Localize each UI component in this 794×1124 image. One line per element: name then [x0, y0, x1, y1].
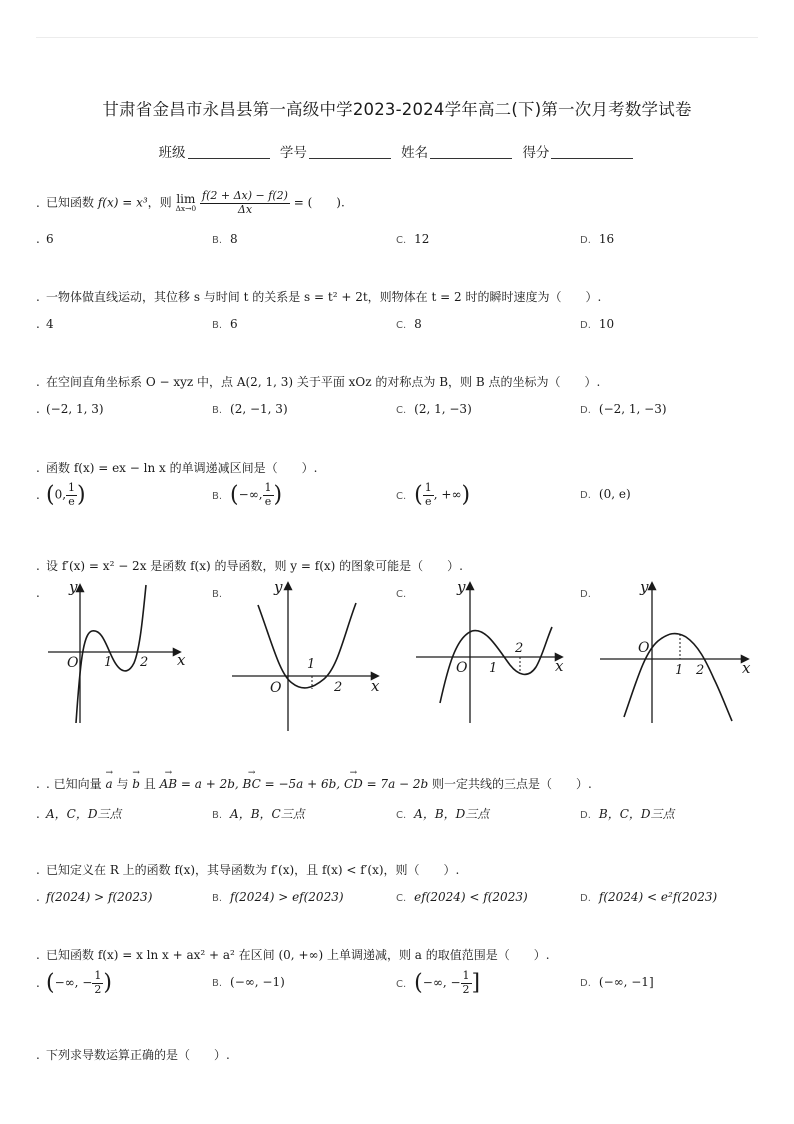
q4-option-d[interactable]: D. (0, e)	[580, 487, 631, 501]
y-label: y	[640, 578, 649, 596]
q5-graph-b[interactable]	[228, 575, 393, 735]
q2-option-b[interactable]: B. 6	[212, 317, 238, 331]
y-label: y	[457, 578, 466, 596]
origin-label: O	[456, 660, 468, 676]
tick-1-label: 1	[307, 657, 316, 672]
q5-graph-c[interactable]	[412, 575, 577, 725]
question-7: . 已知定义在 R 上的函数 f(x)，其导函数为 f′(x)，且 f(x) < f′(x)，则（ ）.	[36, 863, 460, 877]
q6-option-d[interactable]: D. B，C，D三点	[580, 807, 675, 821]
class-label: 班级	[158, 145, 186, 161]
tick-2-label: 2	[515, 641, 524, 656]
origin-label: O	[270, 680, 282, 696]
q6-option-a[interactable]: . A，C，D三点	[36, 807, 122, 821]
q8-option-a[interactable]: . (−∞, − $\frac{1}{2}$ )	[36, 969, 112, 996]
tick-2-label: 2	[334, 680, 343, 695]
y-label: y	[69, 578, 78, 596]
question-5: . 设 f′(x) = x² − 2x 是函数 f(x) 的导函数，则 y = f(x) 的图象可能是（ ）.	[36, 559, 463, 573]
q8-option-d[interactable]: D. (−∞, −1]	[580, 975, 654, 989]
x-label: x	[371, 677, 380, 695]
tick-2-label: 2	[696, 663, 705, 678]
q1-limit: lim Δx→0	[175, 192, 197, 214]
q4-option-b[interactable]: B. (−∞, $\frac{1}{e}$ )	[212, 481, 283, 508]
student-info-line	[0, 141, 794, 161]
q4-option-c[interactable]: C. ( $\frac{1}{e}$ , +∞)	[396, 481, 471, 508]
question-4: . 函数 f(x) = ex − ln x 的单调递减区间是（ ）.	[36, 461, 318, 475]
q1-function: f(x) = x³	[97, 195, 148, 210]
tick-1-label: 1	[489, 661, 498, 676]
q8-option-c[interactable]: C. (−∞, − $\frac{1}{2}$ ]	[396, 969, 481, 996]
page-title: 甘肃省金昌市永昌县第一高级中学2023-2024学年高二(下)第一次月考数学试卷	[102, 100, 692, 119]
curve	[76, 585, 149, 723]
q5-option-d-label[interactable]: D.	[580, 589, 591, 600]
q1-option-c[interactable]: C. 12	[396, 232, 430, 246]
q1-option-b[interactable]: B. 8	[212, 232, 238, 246]
x-label: x	[177, 651, 186, 669]
q8-option-b[interactable]: B. (−∞, −1)	[212, 975, 285, 989]
student-id-blank[interactable]	[309, 158, 391, 159]
tick-2-label: 2	[140, 655, 149, 670]
question-8: . 已知函数 f(x) = x ln x + ax² + a² 在区间 (0, +∞) 上单调递减，则 a 的取值范围是（ ）.	[36, 948, 550, 962]
question-3: . 在空间直角坐标系 O − xyz 中，点 A(2, 1, 3) 关于平面 xOz 的对称点为 B，则 B 点的坐标为（ ）.	[36, 375, 601, 389]
q5-option-b-label[interactable]: B.	[212, 589, 223, 600]
q7-option-b[interactable]: B. f(2024) > ef(2023)	[212, 890, 344, 904]
q7-option-d[interactable]: D. f(2024) < e²f(2023)	[580, 890, 718, 904]
score-blank[interactable]	[551, 158, 633, 159]
question-1: . 已知函数 f(x) = x³，则 lim Δx→0 $\frac{f(2 + \Delta x) - f(2)}{\Delta x}$ = ( ).	[36, 189, 345, 216]
q7-option-c[interactable]: C. ef(2024) < f(2023)	[396, 890, 528, 904]
q2-option-c[interactable]: C. 8	[396, 317, 422, 331]
top-rule	[36, 37, 758, 38]
q4-option-a[interactable]: . (0, $\frac{1}{e}$ )	[36, 481, 86, 508]
origin-label: O	[67, 655, 79, 671]
q3-option-b[interactable]: B. (2, −1, 3)	[212, 402, 288, 416]
name-label: 姓名	[401, 145, 429, 161]
origin-label: O	[638, 640, 650, 656]
q1-option-a[interactable]: . 6	[36, 232, 54, 246]
x-label: x	[555, 657, 564, 675]
q7-option-a[interactable]: . f(2024) > f(2023)	[36, 890, 153, 904]
q3-option-a[interactable]: . (−2, 1, 3)	[36, 402, 104, 416]
q6-option-b[interactable]: B. A，B，C三点	[212, 807, 305, 821]
tick-1-label: 1	[104, 655, 113, 670]
q2-option-a[interactable]: . 4	[36, 317, 54, 331]
name-blank[interactable]	[430, 158, 512, 159]
y-label: y	[274, 578, 283, 596]
x-label: x	[742, 659, 751, 677]
q3-option-d[interactable]: D. (−2, 1, −3)	[580, 402, 667, 416]
score-label: 得分	[522, 145, 550, 161]
q2-option-d[interactable]: D. 10	[580, 317, 615, 331]
curve	[258, 603, 356, 688]
class-blank[interactable]	[188, 158, 270, 159]
question-6: . . 已知向量 → a 与 → b 且 → AB = a + 2b, → BC = −5a + 6b, → CD = 7a − 2b 则一定共线的三点是（ ）.	[36, 775, 592, 792]
q5-option-c-label[interactable]: C.	[396, 589, 407, 600]
q3-option-c[interactable]: C. (2, 1, −3)	[396, 402, 472, 416]
q5-graph-a[interactable]	[40, 575, 200, 730]
question-9: . 下列求导数运算正确的是（ ）.	[36, 1048, 230, 1062]
q6-option-c[interactable]: C. A，B，D三点	[396, 807, 490, 821]
tick-1-label: 1	[675, 663, 684, 678]
q5-graph-d[interactable]	[596, 575, 756, 725]
q5-option-a-label[interactable]: .	[36, 586, 40, 600]
q1-option-d[interactable]: D. 16	[580, 232, 615, 246]
student-id-label: 学号	[279, 145, 307, 161]
q1-fraction: $\frac{f(2 + \Delta x) - f(2)}{\Delta x}$	[202, 189, 288, 216]
question-2: . 一物体做直线运动，其位移 s 与时间 t 的关系是 s = t² + 2t，则物体在 t = 2 时的瞬时速度为（ ）.	[36, 290, 602, 304]
